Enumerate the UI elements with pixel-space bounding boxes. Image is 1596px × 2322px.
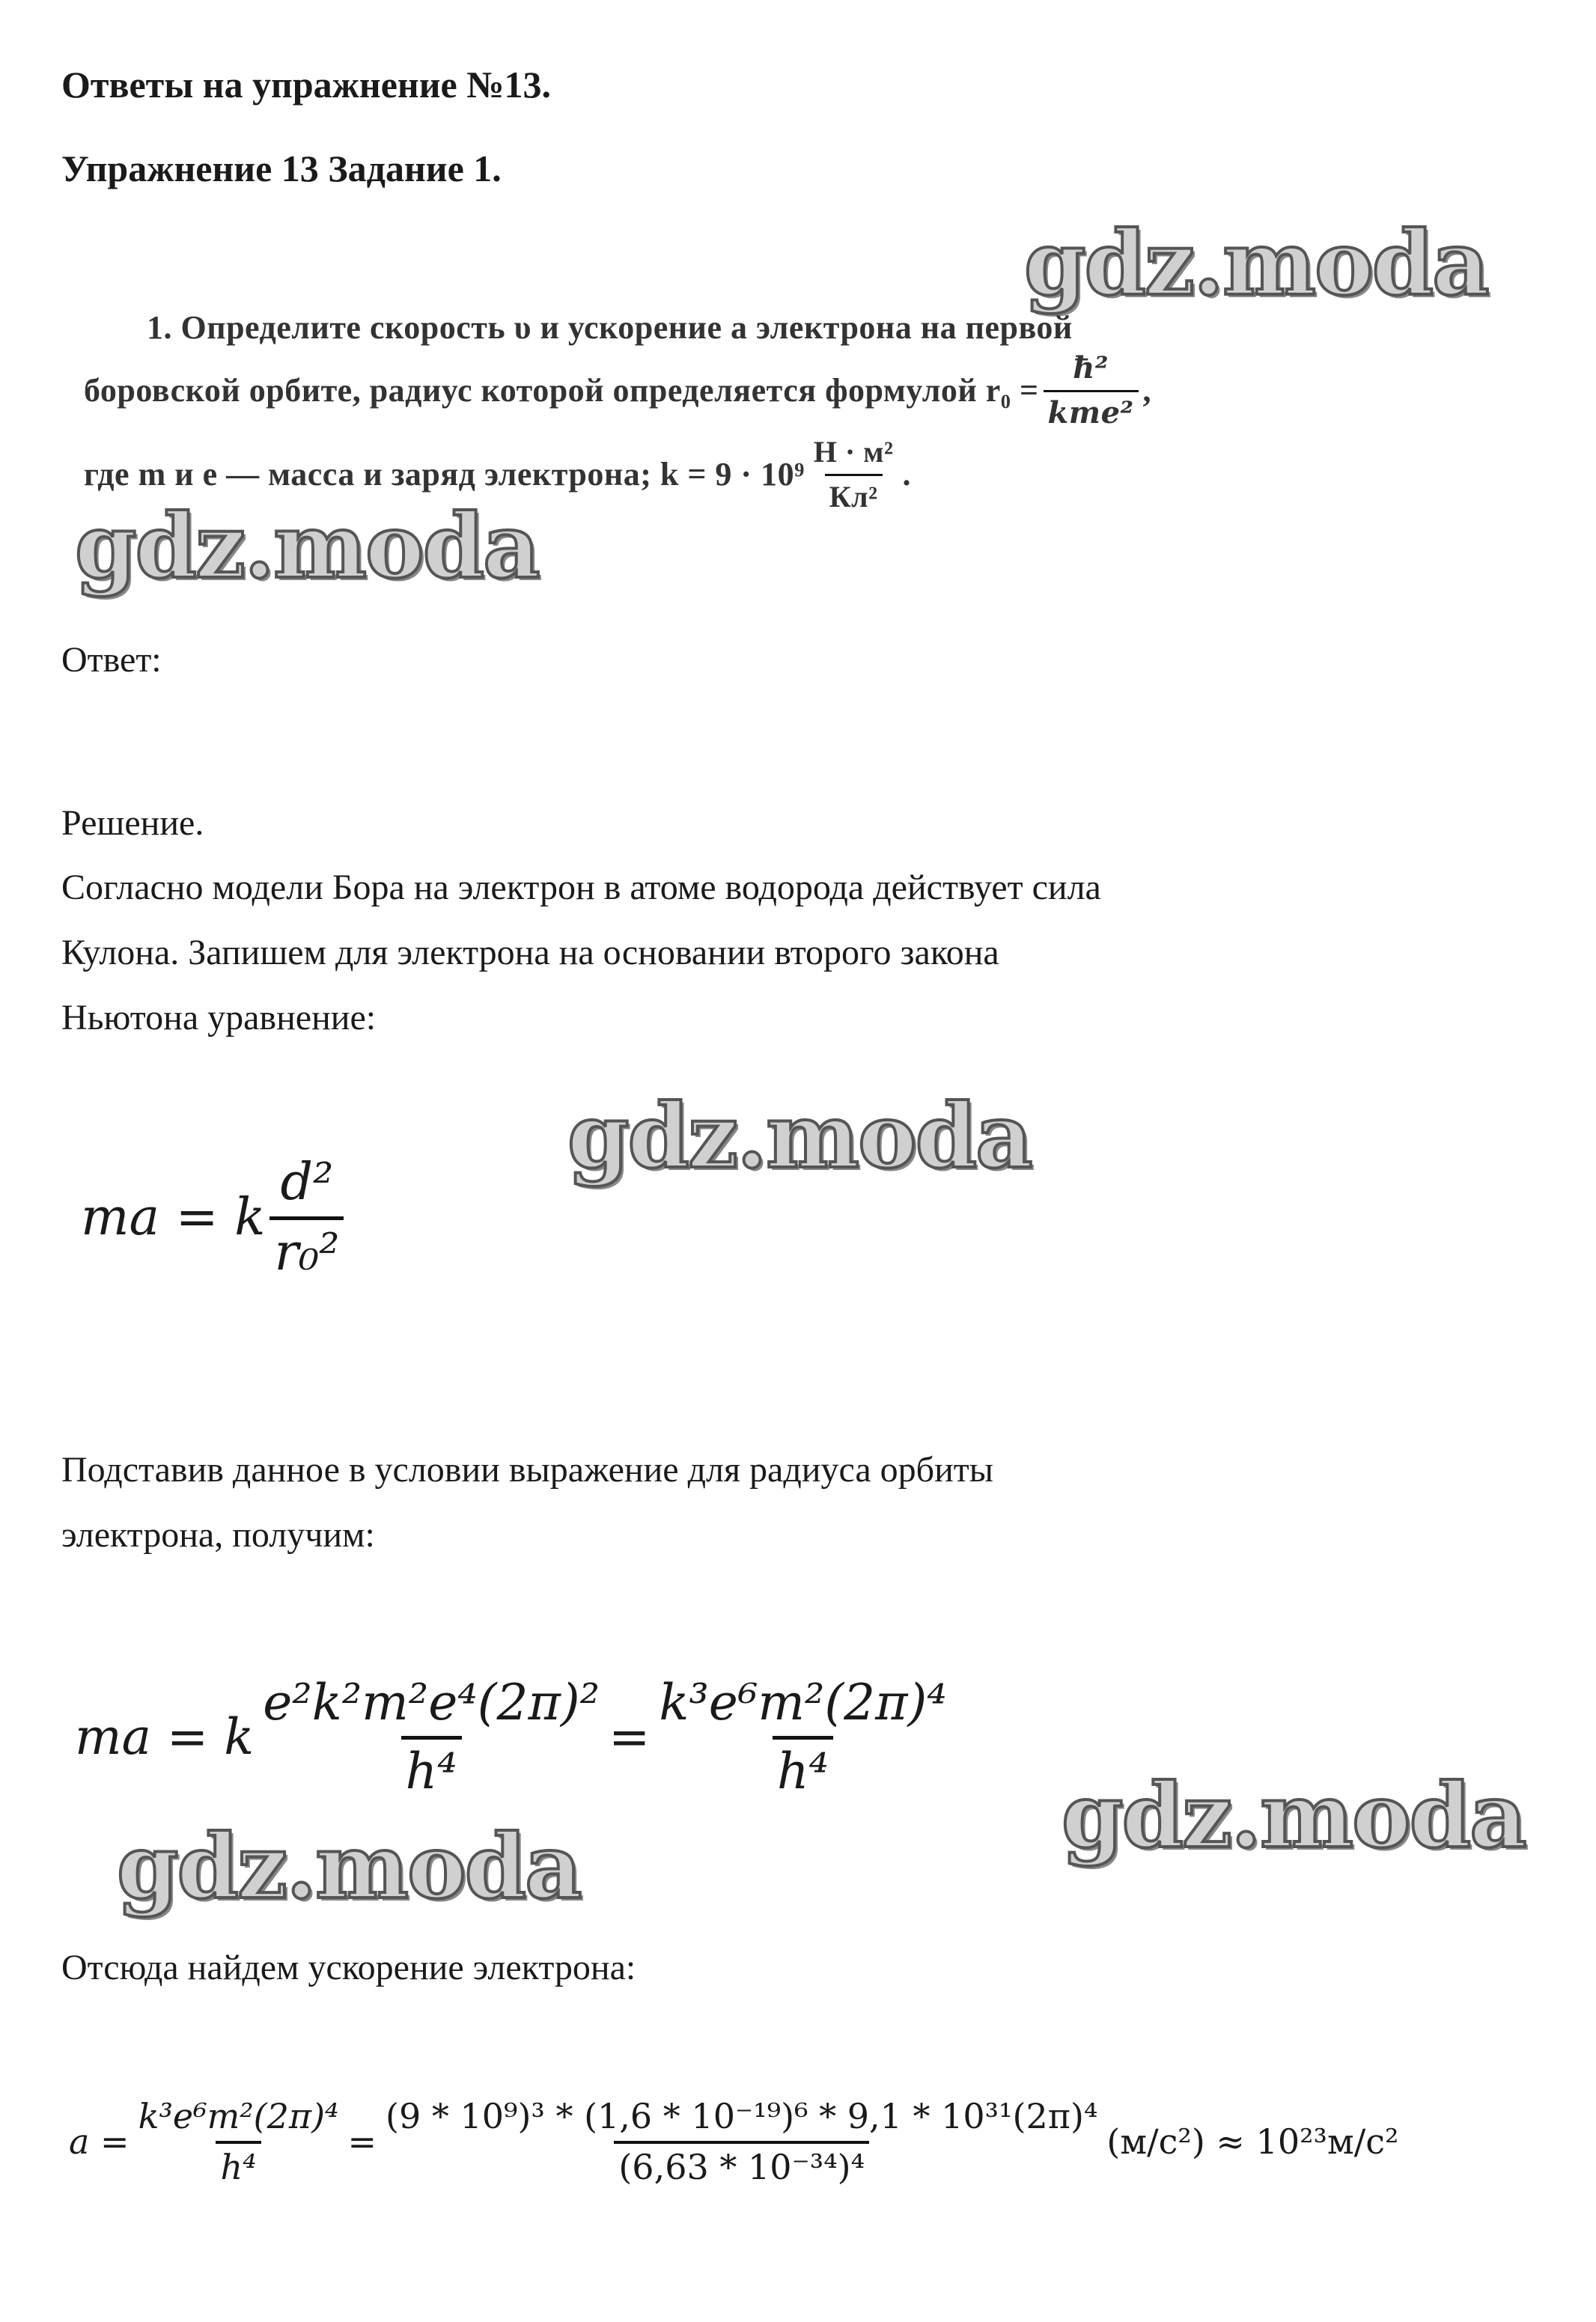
equals-sign: = xyxy=(347,2121,377,2162)
watermark-logo: gdz.moda xyxy=(75,494,539,598)
equation-denominator: h⁴ xyxy=(401,1736,462,1800)
equation-left: ma = k xyxy=(81,1188,266,1247)
equation-denominator: h⁴ xyxy=(216,2141,261,2187)
solution-text: Кулона. Запишем для электрона на основании второго закона xyxy=(61,933,999,972)
watermark-logo: gdz.moda xyxy=(117,1814,581,1919)
equation-left: ma = k xyxy=(75,1708,255,1766)
answer-label: Ответ: xyxy=(61,640,162,680)
solution-label: Решение. xyxy=(61,803,204,843)
equals-sign: = xyxy=(609,1708,651,1766)
equation-numerator: e²k²m²e⁴(2π)² xyxy=(263,1674,600,1731)
task-line-3: где m и e — масса и заряд электрона; k = 9 · 10⁹ $\frac{\text{Н · м²}}{\text{Кл²}}$ . xyxy=(84,435,911,514)
k-units-fraction xyxy=(809,434,898,514)
equation-fraction xyxy=(258,1674,604,1800)
solution-text: Согласно модели Бора на электрон в атоме водорода действует сила xyxy=(61,868,1101,907)
r0-denominator: kme² xyxy=(1044,390,1139,430)
watermark-logo: gdz.moda xyxy=(1024,211,1488,315)
equation-numerator: k³e⁶m²(2π)⁴ xyxy=(659,1674,947,1731)
k-units-denominator: Кл² xyxy=(825,474,883,514)
equation-fraction xyxy=(654,1674,951,1800)
r0-fraction xyxy=(1044,350,1139,430)
k-units-numerator: Н · м² xyxy=(813,435,894,469)
page-title: Ответы на упражнение №13. xyxy=(61,64,551,106)
solution-text: электрона, получим: xyxy=(61,1515,375,1555)
r0-numerator: ħ² xyxy=(1073,350,1109,386)
equation-numerator: k³e⁶m²(2π)⁴ xyxy=(138,2096,339,2136)
watermark-logo: gdz.moda xyxy=(1062,1764,1526,1868)
task-line-3-text: где m и e — масса и заряд электрона; k = 9 · 10⁹ xyxy=(84,456,805,493)
solution-text: Отсюда найдем ускорение электрона: xyxy=(61,1948,636,1987)
equation-left: a = xyxy=(69,2121,130,2162)
equation-newton xyxy=(81,1153,348,1282)
exercise-subtitle: Упражнение 13 Задание 1. xyxy=(61,147,502,189)
equation-numerator: d² xyxy=(280,1153,334,1212)
equation-denominator: h⁴ xyxy=(773,1736,833,1800)
equation-numerator: (9 * 10⁹)³ * (1,6 * 10⁻¹⁹)⁶ * 9,1 * 10³¹(2π)⁴ xyxy=(386,2096,1098,2136)
task-line-1: 1. Определите скорость υ и ускорение a электрона на первой xyxy=(147,309,1073,346)
task-line-2-text: боровской орбите, радиус которой определяется формулой r₀ = xyxy=(84,372,1039,409)
solution-text: Ньютона уравнение: xyxy=(61,998,377,1037)
equation-fraction xyxy=(134,2096,344,2187)
task-line-2: боровской орбите, радиус которой определяется формулой r₀ = $\frac{\text{ħ²}}{\text{kme²}}$ , xyxy=(84,350,1152,430)
solution-text: Подставив данное в условии выражение для радиуса орбиты xyxy=(61,1450,993,1490)
equation-denominator: r₀² xyxy=(269,1216,344,1282)
equation-acceleration xyxy=(69,2096,1398,2187)
watermark-logo: gdz.moda xyxy=(567,1084,1032,1188)
equation-denominator: (6,63 * 10⁻³⁴)⁴ xyxy=(614,2141,869,2187)
equation-fraction xyxy=(381,2096,1102,2187)
equation-fraction xyxy=(269,1153,344,1282)
equation-substituted xyxy=(75,1674,956,1800)
equation-result: (м/с²) ≈ 10²³м/с² xyxy=(1106,2121,1399,2162)
